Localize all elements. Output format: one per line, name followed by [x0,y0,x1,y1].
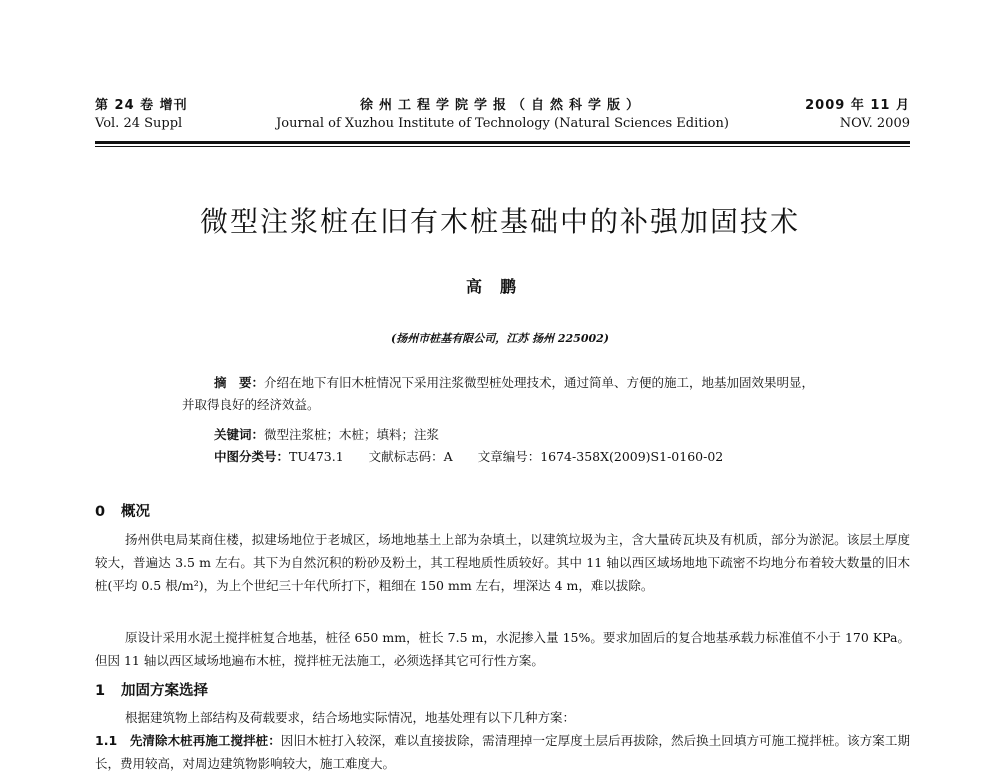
section-0-title: 概况 [121,504,150,520]
article-title: 微型注浆桩在旧有木桩基础中的补强加固技术 [199,205,800,238]
section-1-title: 加固方案选择 [121,683,208,699]
section-0-heading [95,500,150,521]
keywords-text: 微型注浆桩；木桩；填料；注浆 [264,427,440,442]
keywords [214,424,854,446]
abstract-text: 介绍在地下有旧木桩情况下采用注浆微型桩处理技术，通过简单、方便的施工，地基加固效果明显，并取得良好的经济效益。 [182,375,815,412]
issue-date [805,97,910,133]
keywords-label: 关键词： [214,427,265,442]
journal-info [95,97,910,133]
journal-name-en: Journal of Xuzhou Institute of Technology (Natural Sciences Edition) [276,116,729,131]
author-name: 高鹏 [465,277,534,296]
classification-text: TU473.1 文献标志码：A 文章编号：1674-358X(2009)S1-0160-02 [289,449,724,464]
date-zh: 2009 年 11 月 [805,98,910,113]
section-1-1-paragraph [95,729,910,775]
author-affiliation: (扬州市桩基有限公司，江苏 扬州 225002) [391,332,609,345]
section-0-paragraph-1: 扬州供电局某商住楼，拟建场地位于老城区，场地地基土上部为杂填土，以建筑垃圾为主，含大量砖瓦块及有机质，部分为淤泥。该层土厚度较大，普遍达 3.5 m 左右。其下为自然沉积的粉砂及粉土，其工程地质性质较好。其中 11 轴以西区域场地地下疏密不均地分布着较大数量的旧木桩(平均 0.5 根/m²)，为上个世纪三十年代所打下，粗细在 150 mm 左右，埋深达 4 m，难以拔除。 [95,532,910,593]
abstract [182,372,822,416]
running-header [95,97,910,139]
section-1-number: 1 [95,683,106,699]
header-rule-thick [95,141,910,144]
classification [214,446,854,468]
section-0-number: 0 [95,504,106,520]
volume-zh: 第 24 卷 增刊 [95,98,188,113]
date-en: NOV. 2009 [839,116,910,131]
journal-name-zh: 徐州工程学院学报（自然科学版） [359,98,645,113]
section-1-paragraph-1: 根据建筑物上部结构及荷载要求，结合场地实际情况，地基处理有以下几种方案： [125,710,576,725]
volume-en: Vol. 24 Suppl [95,116,183,131]
section-0-paragraph-2: 原设计采用水泥土搅拌桩复合地基，桩径 650 mm，桩长 7.5 m，水泥掺入量 15%。要求加固后的复合地基承载力标准值不小于 170 KPa。但因 11 轴以西区域场地遍布木桩，搅拌桩无法施工，必须选择其它可行性方案。 [95,630,910,668]
section-1-1-label: 1.1 先清除木桩再施工搅拌桩： [95,733,281,748]
classification-label: 中图分类号： [214,449,290,464]
abstract-label: 摘 要： [214,375,265,390]
section-1-heading [95,679,208,700]
header-rule-thin [95,146,910,147]
section-1-1-text: 因旧木桩打入较深，难以直接拔除，需清理掉一定厚度土层后再拔除，然后换土回填方可施工搅拌桩。该方案工期长，费用较高，对周边建筑物影响较大，施工难度大。 [95,733,910,771]
